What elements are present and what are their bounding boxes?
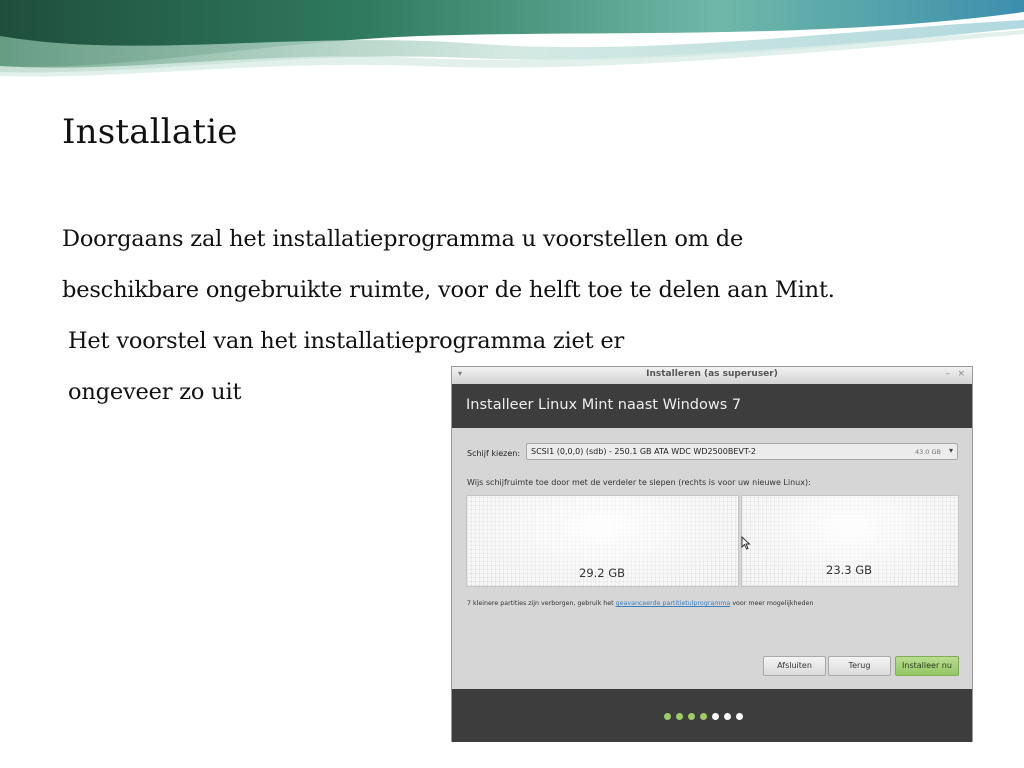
header-banner — [0, 0, 1024, 80]
progress-dot — [700, 713, 707, 720]
disk-label: Schijf kiezen: — [467, 449, 521, 458]
progress-dot — [712, 713, 719, 720]
progress-dots — [664, 713, 743, 720]
installer-header — [452, 384, 972, 428]
installer-heading: Installeer Linux Mint naast Windows 7 — [466, 397, 742, 413]
quit-button[interactable]: Afsluiten — [763, 656, 826, 676]
slide-title: Installatie — [62, 112, 238, 152]
hidden-note-prefix: 7 kleinere partities zijn verborgen, gebruik het — [467, 600, 616, 607]
progress-dot — [688, 713, 695, 720]
paragraph-line-1: Doorgaans zal het installatieprogramma u voorstellen om de — [62, 226, 744, 252]
disk-select[interactable] — [526, 443, 958, 460]
disk-select-size: 43.0 GB — [914, 448, 941, 456]
paragraph-line-2: beschikbare ongebruikte ruimte, voor de helft toe te delen aan Mint. — [62, 277, 835, 303]
close-icon[interactable]: × — [957, 369, 965, 379]
window-title: Installeren (as superuser) — [646, 369, 778, 379]
hidden-note-suffix: voor meer mogelijkheden — [730, 600, 814, 607]
partition-new-linux — [741, 495, 959, 587]
mouse-cursor-icon — [741, 536, 751, 550]
progress-dot — [676, 713, 683, 720]
progress-dot — [724, 713, 731, 720]
installer-footer — [452, 689, 972, 742]
paragraph-line-3: Het voorstel van het installatieprogramma ziet er — [68, 328, 625, 354]
progress-dot — [664, 713, 671, 720]
advanced-partitioner-link[interactable]: geavanceerde partitietulprogramma — [615, 600, 731, 607]
installer-window — [451, 366, 973, 742]
progress-dot — [736, 713, 743, 720]
back-button[interactable]: Terug — [828, 656, 891, 676]
partition-existing-size: 29.2 GB — [579, 566, 626, 580]
minimize-icon[interactable]: – — [945, 369, 950, 379]
window-menu-icon[interactable]: ▾ — [458, 369, 463, 378]
partition-instruction: Wijs schijfruimte toe door met de verdeler te slepen (rechts is voor uw nieuwe Linux): — [467, 478, 811, 487]
chevron-down-icon: ▾ — [948, 446, 953, 455]
window-titlebar — [452, 367, 972, 385]
install-now-button[interactable]: Installeer nu — [895, 656, 959, 676]
disk-select-value: SCSI1 (0,0,0) (sdb) - 250.1 GB ATA WDC WD2500BEVT-2 — [531, 447, 756, 456]
partition-existing — [466, 495, 739, 587]
partition-new-size: 23.3 GB — [826, 563, 873, 577]
hidden-partitions-note — [467, 600, 813, 607]
paragraph-line-4: ongeveer zo uit — [68, 379, 242, 405]
